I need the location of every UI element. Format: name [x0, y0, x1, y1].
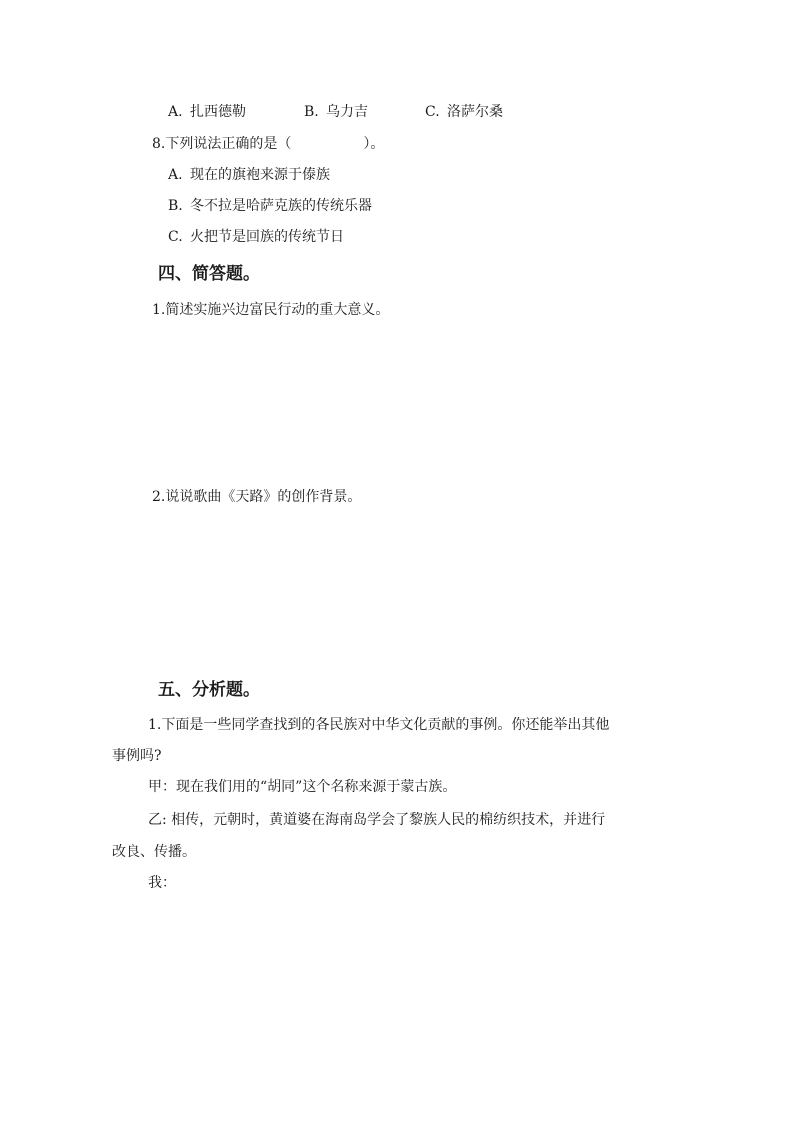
option-letter: C.: [425, 104, 440, 120]
option-text: 乌力吉: [326, 104, 368, 120]
option-letter: C.: [168, 229, 183, 245]
option-text: 现在的旗袍来源于傣族: [190, 167, 330, 183]
q8-stem: [152, 134, 384, 154]
section-4-question-2: 2.说说歌曲《天路》的创作背景。: [152, 489, 362, 505]
q8-option-a: [168, 165, 330, 185]
example-jia: 甲：现在我们用的“胡同”这个名称来源于蒙古族。: [148, 779, 457, 795]
q8-option-c: [168, 227, 344, 247]
section-5-question-1-line-2: 事例吗?: [112, 748, 162, 764]
section-5-title: 五、分析题。: [158, 680, 260, 700]
option-text: 洛萨尔桑: [447, 104, 503, 120]
option-letter: B.: [304, 104, 319, 120]
section-4-question-1: 1.简述实施兴边富民行动的重大意义。: [152, 302, 390, 318]
example-yi-line-2: 改良、传播。: [112, 844, 196, 860]
option-text: 冬不拉是哈萨克族的传统乐器: [190, 198, 372, 214]
q7-option-c: [425, 102, 503, 122]
q7-option-b: [304, 102, 368, 122]
answer-wo-label: 我：: [148, 875, 176, 891]
q7-option-a: [168, 102, 246, 122]
option-letter: A.: [168, 104, 183, 120]
example-yi-line-1: 乙: 相传，元朝时，黄道婆在海南岛学会了黎族人民的棉纺织技术，并进行: [148, 812, 606, 828]
q8-stem-pre: 8.下列说法正确的是（: [152, 136, 292, 152]
option-text: 火把节是回族的传统节日: [190, 229, 344, 245]
option-letter: A.: [168, 167, 183, 183]
option-letter: B.: [168, 198, 183, 214]
section-5-question-1-line-1: 1.下面是一些同学查找到的各民族对中华文化贡献的事例。你还能举出其他: [148, 717, 610, 733]
q8-stem-post: ）。: [363, 136, 385, 152]
section-4-title: 四、简答题。: [158, 264, 260, 284]
option-text: 扎西德勒: [190, 104, 246, 120]
q8-option-b: [168, 196, 372, 216]
